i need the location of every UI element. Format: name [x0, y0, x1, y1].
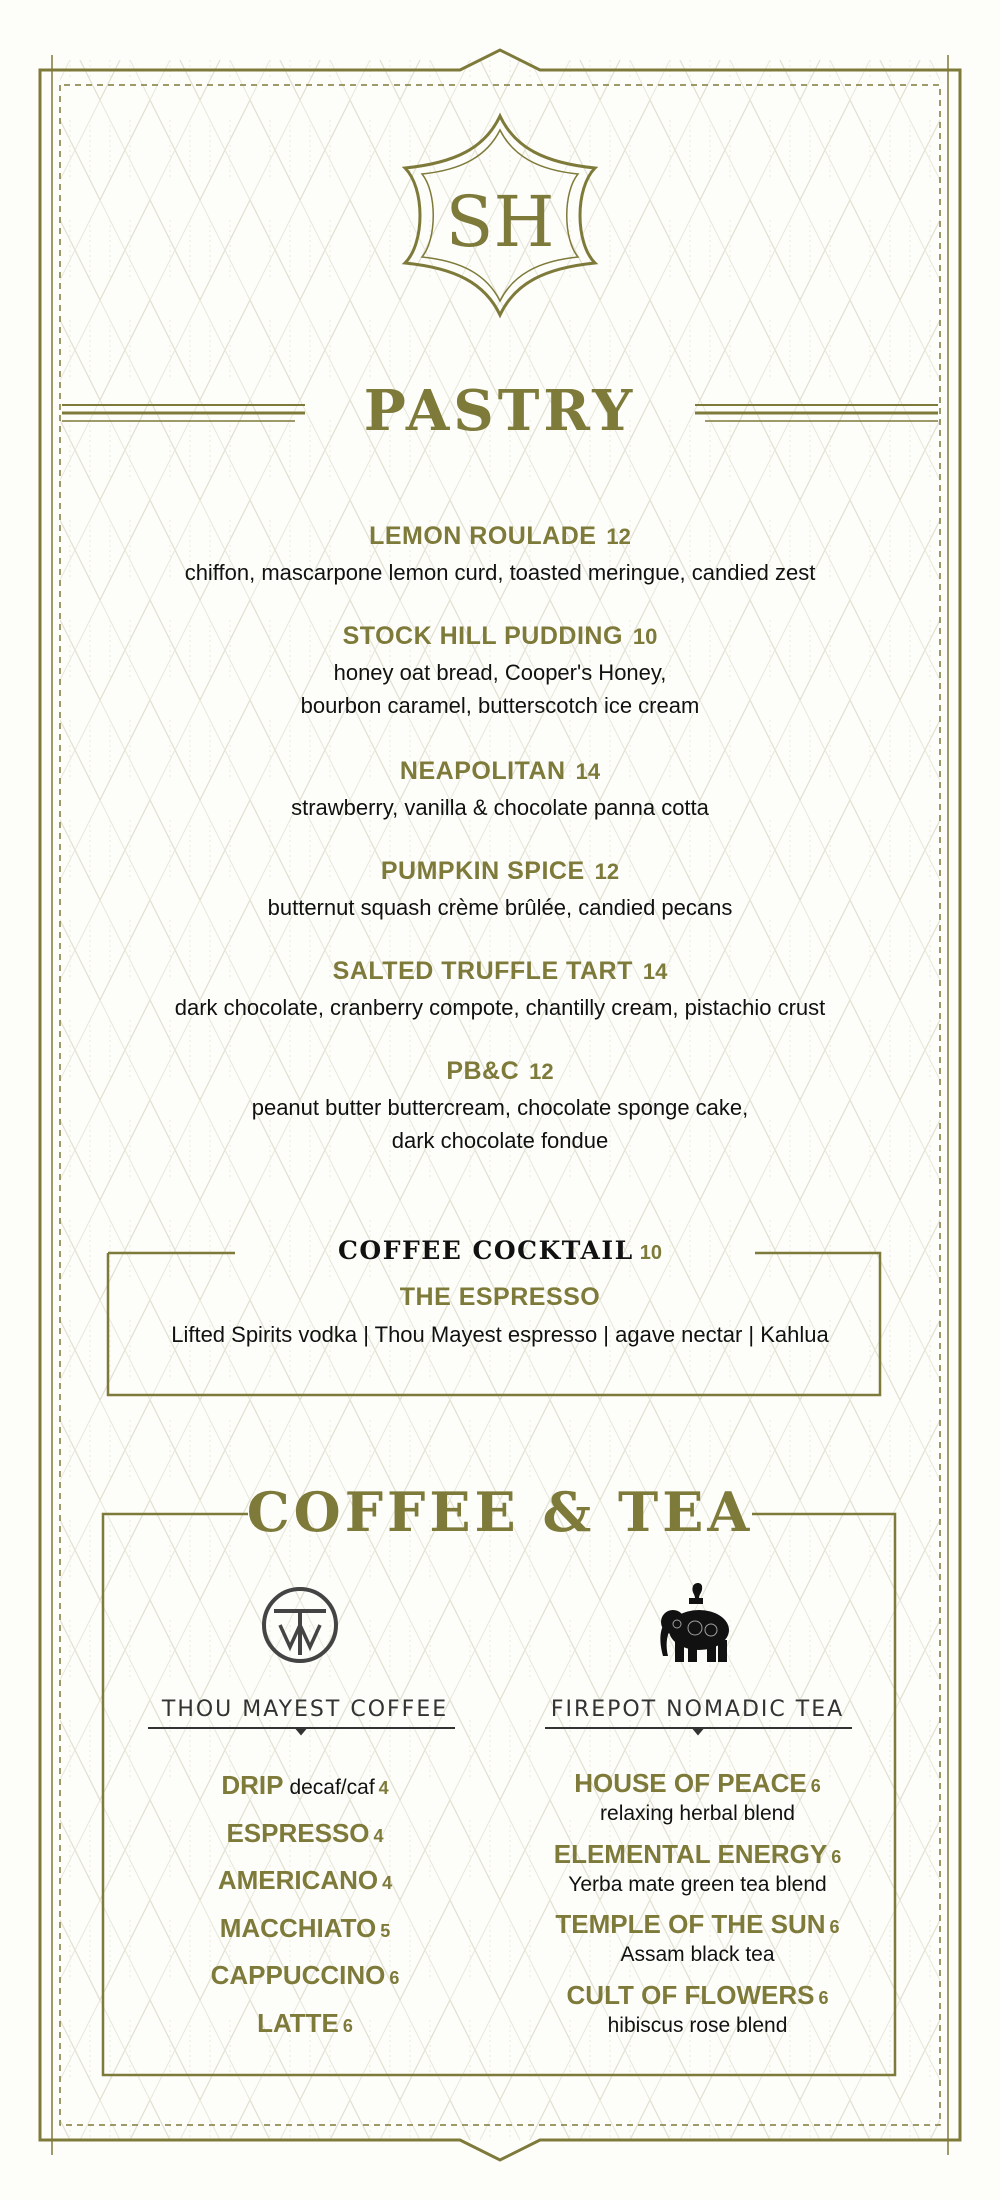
pastry-item [0, 955, 1000, 1024]
tea-item [535, 1838, 860, 1898]
coffee-item [140, 1960, 470, 1991]
pastry-item-name: STOCK HILL PUDDING [342, 622, 623, 650]
pastry-item-price: 12 [594, 859, 620, 884]
tea-item [535, 1979, 860, 2039]
tea-item-price: 6 [810, 1776, 821, 1796]
thou-mayest-logo-icon [260, 1585, 340, 1665]
tea-item-header [535, 1838, 860, 1872]
pastry-item [0, 755, 1000, 824]
coffee-item-price: 4 [378, 1778, 389, 1798]
tea-item-desc: hibiscus rose blend [607, 2013, 788, 2037]
tea-item-header [535, 1979, 860, 2013]
pastry-item [0, 520, 1000, 589]
coffee-item-price: 5 [380, 1920, 391, 1941]
coffee-item-name: LATTE [257, 2007, 339, 2038]
coffee-item-name: ESPRESSO [226, 1817, 370, 1848]
cocktail-title: COFFEE COCKTAIL [338, 1236, 634, 1265]
coffee-item-name: CAPPUCCINO [210, 1960, 386, 1990]
coffee-item-price: 6 [342, 2015, 353, 2036]
pastry-item-name: SALTED TRUFFLE TART [332, 957, 633, 985]
brand-underlines [0, 1724, 1000, 1744]
coffee-item [140, 1818, 470, 1849]
tea-item-desc: Yerba mate green tea blend [568, 1872, 827, 1896]
pastry-item-header [0, 755, 1000, 791]
cocktail-header [0, 1236, 1000, 1265]
pastry-item-desc: chiffon, mascarpone lemon curd, toasted meringue, candied zest [184, 560, 816, 585]
coffee-item-name: AMERICANO [217, 1865, 379, 1895]
tea-item-header [535, 1911, 860, 1942]
pastry-title: PASTRY [363, 378, 637, 444]
pastry-item-desc: dark chocolate fondue [391, 1128, 609, 1153]
pastry-item-desc: honey oat bread, Cooper's Honey, [333, 660, 667, 685]
pastry-item-name: LEMON ROULADE [369, 522, 597, 550]
tea-item-price: 6 [829, 1917, 840, 1937]
tea-item-price: 6 [818, 1987, 829, 2008]
pastry-item-price: 14 [642, 959, 668, 984]
pastry-item-price: 12 [529, 1059, 554, 1084]
coffee-item [140, 2008, 470, 2039]
pastry-item [0, 620, 1000, 722]
pastry-item-price: 10 [632, 624, 658, 649]
pastry-item-header [0, 1055, 1000, 1091]
pastry-item [0, 855, 1000, 924]
coffee-item-detail: decaf/caf [289, 1776, 375, 1799]
coffee-tea-title: COFFEE & TEA [246, 1480, 754, 1544]
tea-brand: FIREPOT NOMADIC TEA [550, 1697, 845, 1722]
pastry-title-rules [0, 395, 1000, 435]
pastry-item [0, 1055, 1000, 1157]
cocktail-name: THE ESPRESSO [399, 1283, 601, 1311]
logo-monogram: SH [445, 181, 555, 263]
tea-item-price: 6 [831, 1846, 842, 1867]
tea-item-desc: relaxing herbal blend [600, 1802, 795, 1825]
cocktail-desc: Lifted Spirits vodka | Thou Mayest espresso | agave nectar | Kahlua [171, 1322, 829, 1347]
coffee-item [140, 1770, 470, 1801]
elephant-icon [655, 1580, 745, 1670]
pastry-item-desc: butternut squash crème brûlée, candied pecans [267, 895, 733, 920]
tea-item [535, 1911, 860, 1968]
tea-item-desc: Assam black tea [620, 1943, 775, 1966]
coffee-brand: THOU MAYEST COFFEE [161, 1697, 449, 1722]
coffee-item-price: 6 [389, 1968, 400, 1988]
tea-item-name: CULT OF FLOWERS [566, 1979, 815, 2010]
pastry-item-header [0, 855, 1000, 891]
tea-item-header [535, 1770, 860, 1801]
pastry-item-header [0, 620, 1000, 656]
coffee-item [140, 1865, 470, 1896]
coffee-item-price: 4 [373, 1825, 384, 1846]
pastry-item-price: 12 [606, 524, 631, 549]
pastry-item-header [0, 520, 1000, 556]
pastry-item-header [0, 955, 1000, 991]
tea-item [535, 1770, 860, 1827]
tea-item-name: ELEMENTAL ENERGY [553, 1838, 828, 1869]
pastry-item-desc: strawberry, vanilla & chocolate panna cotta [291, 795, 709, 820]
pastry-item-desc: bourbon caramel, butterscotch ice cream [300, 693, 700, 718]
coffee-item-name: MACCHIATO [219, 1912, 377, 1943]
pastry-item-price: 14 [575, 759, 601, 784]
coffee-item-name: DRIP [221, 1770, 284, 1800]
pastry-item-desc: peanut butter buttercream, chocolate sponge cake, [251, 1095, 749, 1120]
cocktail-price: 10 [639, 1242, 662, 1264]
tea-item-name: TEMPLE OF THE SUN [555, 1909, 826, 1939]
tea-item-name: HOUSE OF PEACE [574, 1768, 807, 1798]
pastry-item-desc: dark chocolate, cranberry compote, chantilly cream, pistachio crust [174, 995, 826, 1020]
coffee-item [140, 1913, 470, 1944]
pastry-item-name: PB&C [446, 1057, 520, 1085]
sh-monogram-logo [395, 108, 605, 323]
coffee-item-price: 4 [382, 1873, 393, 1893]
pastry-item-name: PUMPKIN SPICE [380, 857, 585, 885]
pastry-item-name: NEAPOLITAN [399, 757, 566, 785]
